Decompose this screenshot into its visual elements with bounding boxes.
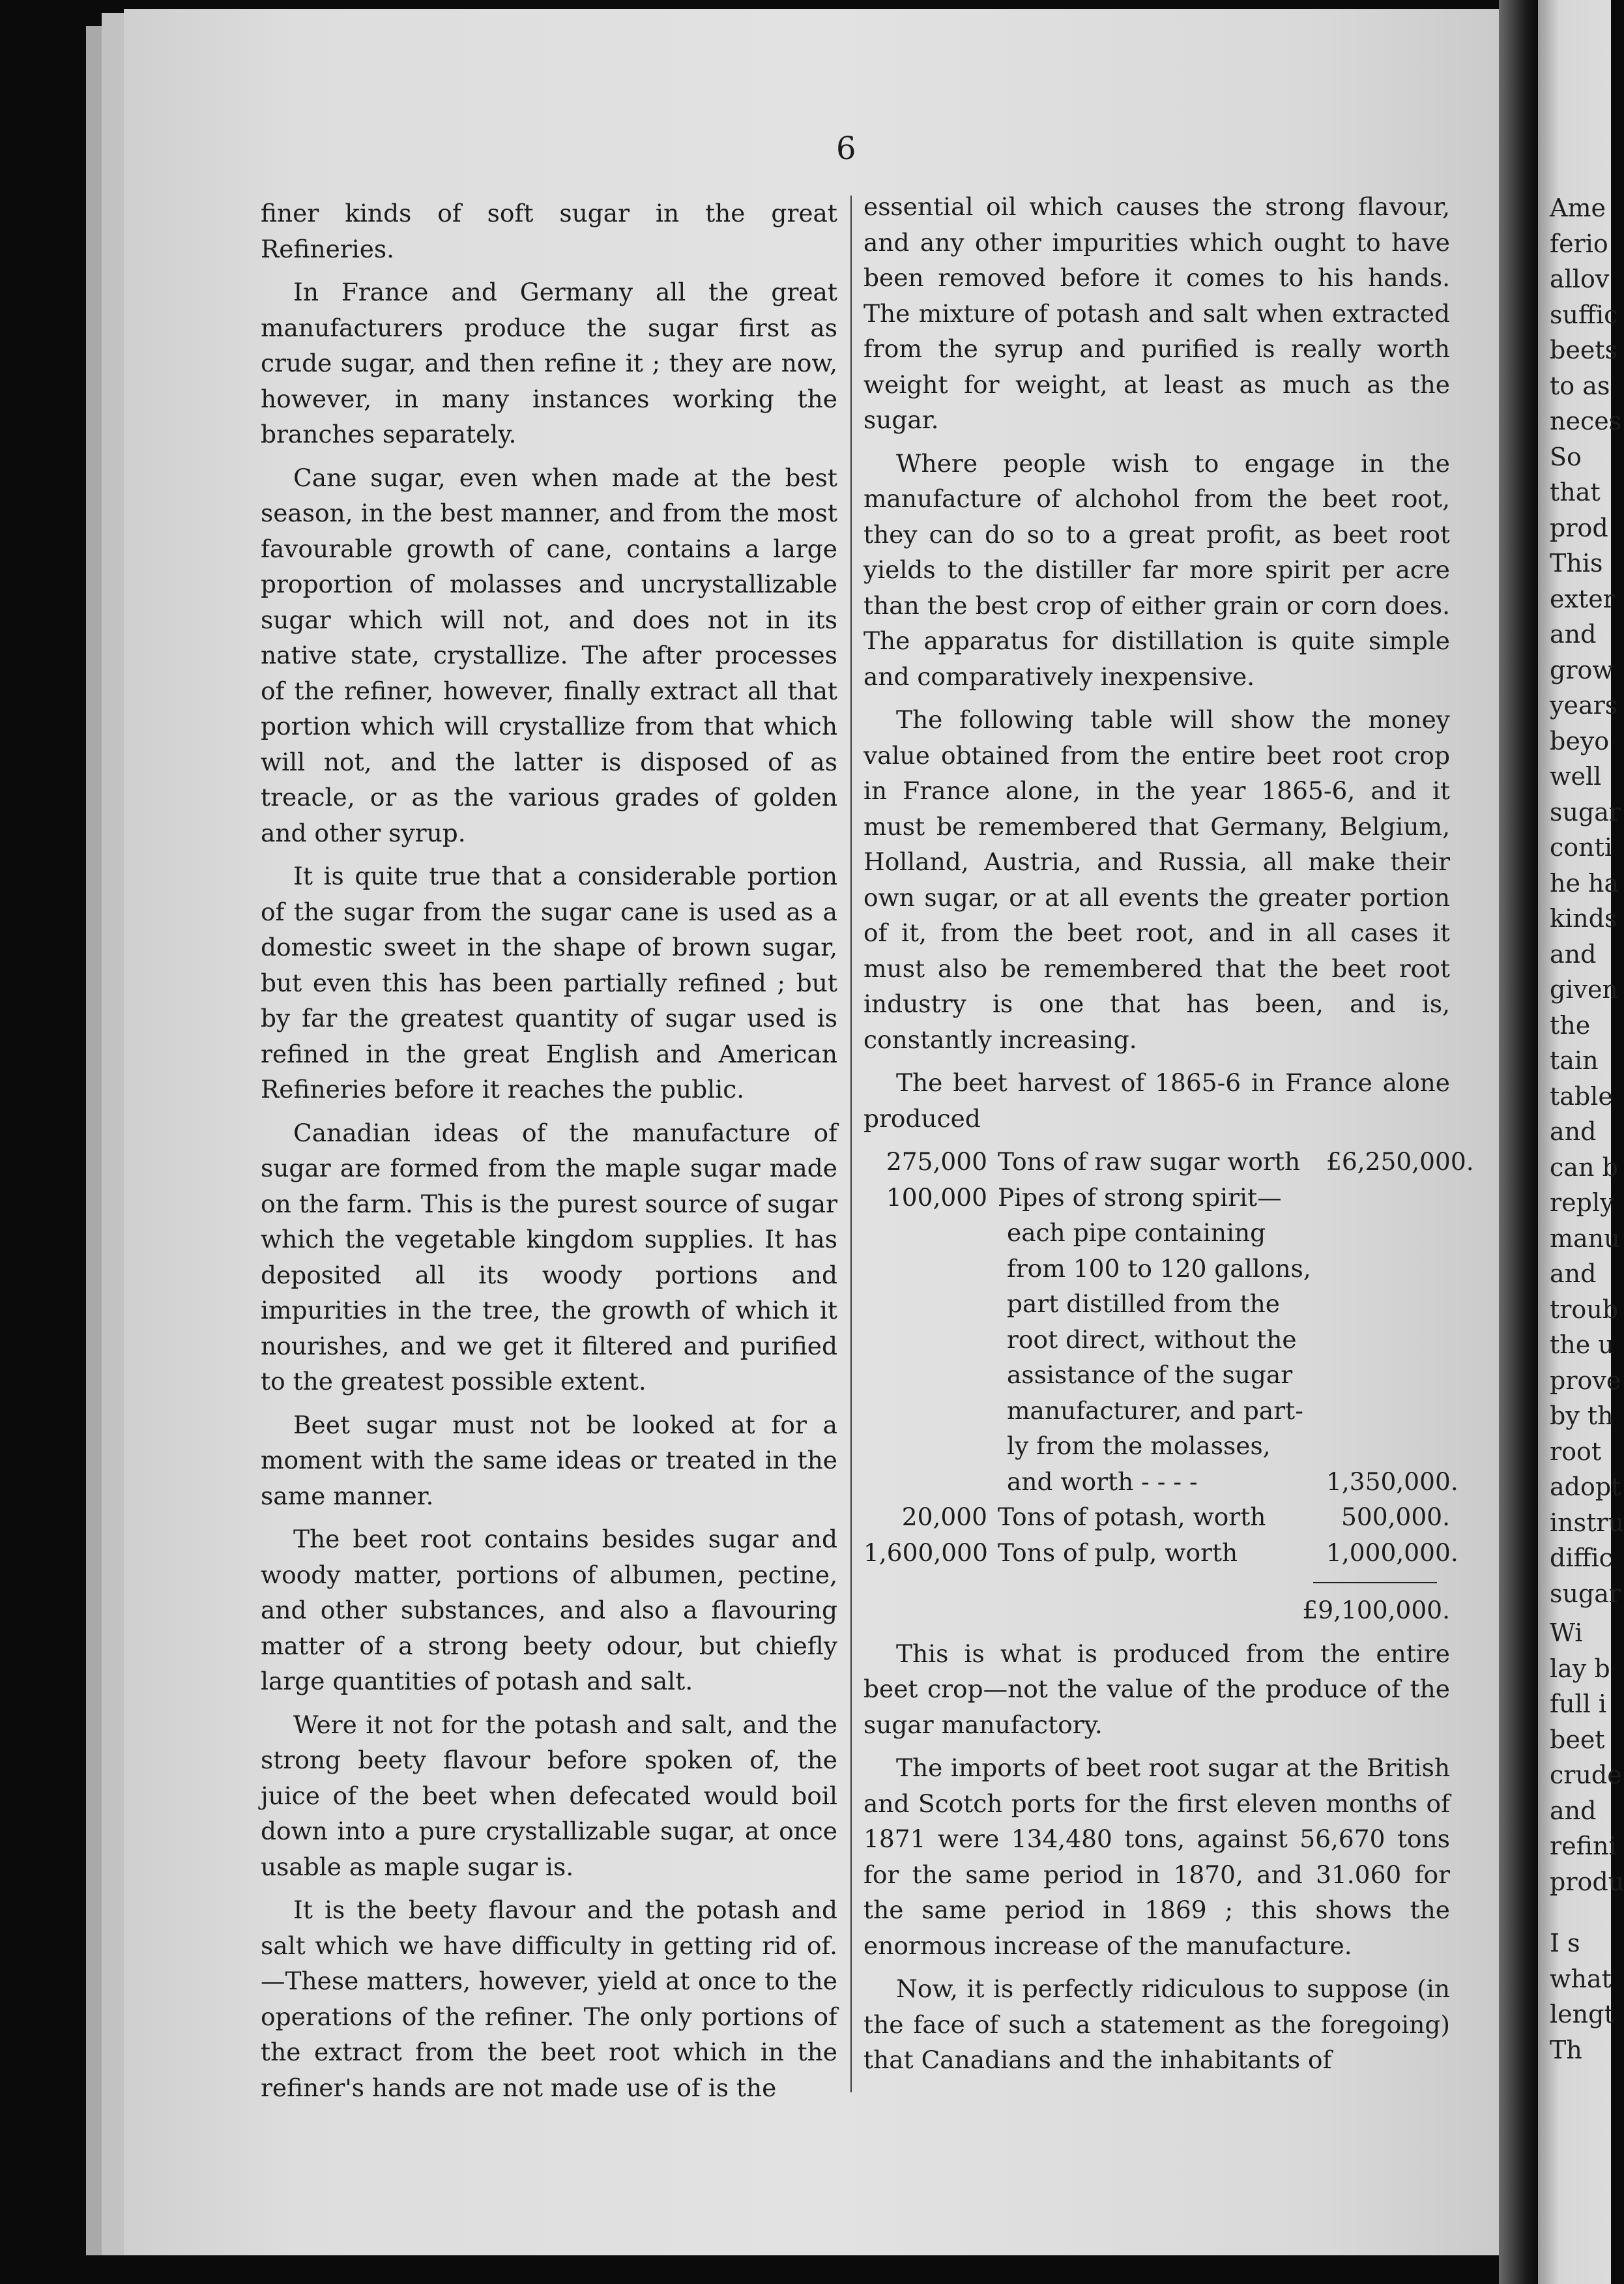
table-row (863, 1535, 1458, 1571)
next-page-line: and (1550, 620, 1597, 649)
table-desc-line: from 100 to 120 gallons, (1007, 1253, 1311, 1283)
table-desc: Tons of potash, worth (998, 1502, 1266, 1531)
table-desc: Pipes of strong spirit— (998, 1182, 1282, 1212)
paragraph: It is quite true that a considerable portion of the sugar from the sugar cane is used as a domestic sweet in the shape of brown sugar, but even this has been partially refined ; but by far the greatest quantity of sugar used is refined in the great English and American Refineries before it reaches the public. (261, 862, 837, 1104)
paragraph: This is what is produced from the entire beet crop—not the value of the produce of the sugar manufactory. (863, 1639, 1450, 1739)
next-page-line: lay b (1550, 1654, 1610, 1683)
table-row (863, 1144, 1474, 1180)
right-column-bottom (863, 1636, 1450, 2078)
paragraph: The beet root contains besides sugar and woody matter, portions of albumen, pectine, and other substances, and also a flavouring matter of a strong beety odour, but chiefly large quantities of potash and salt. (261, 1525, 837, 1695)
next-page-line: full i (1550, 1690, 1607, 1718)
table-desc-line: root direct, without the (1007, 1325, 1297, 1354)
table-value: 1,350,000. (1326, 1467, 1458, 1496)
next-page-line: and (1550, 1117, 1597, 1146)
next-page-line: sugar (1550, 1579, 1621, 1608)
next-page-line: sugar (1550, 797, 1621, 827)
next-page-fragment (1538, 0, 1624, 2284)
next-page-line: table (1550, 1081, 1613, 1111)
next-page-line: Wi (1550, 1618, 1583, 1647)
next-page-line: years (1550, 691, 1618, 720)
next-page-line: suffic (1550, 300, 1618, 329)
column-divider (850, 196, 852, 2092)
next-page-line: can b (1550, 1152, 1618, 1182)
next-page-line: produ (1550, 1867, 1624, 1896)
next-page-line: and (1550, 1796, 1597, 1825)
table-value: 1,000,000. (1326, 1538, 1458, 1567)
next-page-line: ferio (1550, 229, 1608, 258)
paragraph: Beet sugar must not be looked at for a moment with the same ideas or treated in the same manner. (261, 1410, 837, 1510)
paragraph: finer kinds of soft sugar in the great Refineries. (261, 199, 837, 263)
next-page-line: kinds (1550, 904, 1617, 933)
table-total: £9,100,000. (1302, 1596, 1450, 1624)
next-page-line: beets (1550, 336, 1618, 364)
next-page-line: beet (1550, 1725, 1605, 1754)
next-page-line: root (1550, 1437, 1602, 1466)
total-rule (1313, 1582, 1437, 1583)
next-page-line: what (1550, 1964, 1612, 1993)
paragraph: essential oil which causes the strong flavour, and any other impurities which ought to have been removed before it comes to his hands. The mixture of potash and salt when extracted from the syrup and purified is really worth weight for weight, at least as much as the sugar. (863, 192, 1450, 434)
paragraph: It is the beety flavour and the potash and salt which we have difficulty in getting rid of. —These matters, however, yield at once to the operations of the refiner. The only portions of the extract from the beet root which in the refiner's hands are not made use of is the (261, 1896, 837, 2102)
next-page-line: diffic (1550, 1544, 1613, 1572)
next-page-line: adopt (1550, 1472, 1621, 1501)
next-page-line: manu (1550, 1223, 1620, 1253)
table-row (863, 1499, 1450, 1535)
paragraph: Were it not for the potash and salt, and the strong beety flavour before spoken of, the juice of the beet when defecated would boil down into a pure crystallizable sugar, at once usable as maple sugar is. (261, 1710, 837, 1881)
next-page-line: conti (1550, 833, 1613, 862)
harvest-table (863, 1144, 1474, 1628)
next-page-line: Ame (1550, 194, 1606, 222)
next-page-line: reply (1550, 1188, 1614, 1217)
table-desc: Tons of raw sugar worth (998, 1147, 1301, 1176)
next-page-line: to as (1550, 371, 1610, 400)
next-page-line: grow (1550, 655, 1614, 684)
next-page-line: So (1550, 442, 1582, 471)
next-page-line: prod (1550, 513, 1608, 542)
table-qty: 100,000 (886, 1182, 987, 1212)
paragraph: Cane sugar, even when made at the best season, in the best manner, and from the most favourable growth of cane, contains a large proportion of molasses and uncrystallizable sugar which will not, and does not in its native state, crystallize. The after processes of the refiner, however, finally extract all that portion which will crystallize from that which will not, and the latter is disposed of as treacle, or as the various grades of golden and other syrup. (261, 463, 837, 847)
next-page-line: by th (1550, 1401, 1614, 1430)
table-qty: 1,600,000 (863, 1538, 988, 1567)
next-page-line: exter (1550, 584, 1615, 613)
table-value: 500,000. (1341, 1502, 1450, 1531)
table-desc-line: assistance of the sugar (1007, 1360, 1293, 1389)
next-page-line: neces (1550, 407, 1622, 435)
next-page-line: instru (1550, 1508, 1624, 1537)
paragraph: The beet harvest of 1865-6 in France alone produced (863, 1068, 1450, 1133)
next-page-line: refini (1550, 1832, 1617, 1860)
table-desc-line: ly from the molasses, (1007, 1431, 1271, 1460)
next-page-line: troub (1550, 1295, 1619, 1324)
next-page-line: and (1550, 939, 1597, 969)
next-page-line: prove (1550, 1366, 1621, 1395)
next-page-line: crude (1550, 1761, 1622, 1789)
table-qty: 275,000 (886, 1147, 987, 1176)
next-page-line: lengt (1550, 2000, 1614, 2028)
next-page-line: I s (1550, 1929, 1580, 1957)
paragraph: In France and Germany all the great manufacturers produce the sugar first as crude sugar, and then refine it ; they are now, however, in many instances working the branches separately. (261, 278, 837, 448)
left-column (261, 196, 837, 2113)
next-page-line: the u (1550, 1330, 1614, 1359)
table-desc-line: manufacturer, and part- (1007, 1396, 1303, 1425)
next-page-line: given (1550, 975, 1618, 1004)
next-page-line: This (1550, 549, 1603, 578)
paragraph: Canadian ideas of the manufacture of sugar are formed from the maple sugar made on the farm. This is the purest source of sugar which the vegetable kingdom supplies. It has deposited all its woody portions and impurities in the tree, the growth of which it nourishes, and we get it filtered and purified to the greatest possible extent. (261, 1118, 837, 1396)
next-page-line: that (1550, 478, 1601, 506)
table-desc-continuation (863, 1215, 1458, 1499)
paragraph: Now, it is perfectly ridiculous to suppose (in the face of such a statement as the foregoing) that Canadians and the inhabitants of (863, 1974, 1450, 2074)
table-qty: 20,000 (901, 1502, 987, 1531)
table-desc-last-line (1007, 1464, 1458, 1500)
table-desc: and worth - - - - (1007, 1467, 1198, 1496)
table-desc-line: part distilled from the (1007, 1289, 1280, 1318)
table-desc: Tons of pulp, worth (998, 1538, 1238, 1567)
table-row (863, 1180, 1450, 1216)
paragraph: Where people wish to engage in the manufacture of alchohol from the beet root, they can do so to a great profit, as beet root yields to the distiller far more spirit per acre than the best crop of either grain or corn does. The apparatus for distillation is quite simple and comparatively inexpensive. (863, 448, 1450, 691)
next-page-line: well (1550, 762, 1602, 791)
next-page-line: Th (1550, 2035, 1582, 2064)
next-page-line: he ha (1550, 868, 1619, 898)
paragraph: The following table will show the money value obtained from the entire beet root crop in France alone, in the year 1865-6, and it must be remembered that Germany, Belgium, Holland, Austria, and Russia, all make their own sugar, or at all events the greater portion of it, from the beet root, and in all cases it must also be remembered that the beet root industry is one that has been, and is, constantly increasing. (863, 705, 1450, 1054)
right-column-top (863, 189, 1450, 1136)
next-page-line: beyo (1550, 726, 1610, 755)
next-page-line: tain (1550, 1046, 1599, 1075)
paragraph: The imports of beet root sugar at the British and Scotch ports for the first eleven months of 1871 were 134,480 tons, against 56,670 tons for the same period in 1870, and 31.060 for the same period in 1869 ; this shows the enormous increase of the manufacture. (863, 1753, 1450, 1960)
right-column (863, 189, 1474, 2086)
table-value: £6,250,000. (1326, 1147, 1474, 1176)
next-page-line: and (1550, 1259, 1597, 1288)
table-desc-line: each pipe containing (1007, 1218, 1266, 1247)
next-page-line: allov (1550, 265, 1610, 293)
next-page-line: the (1550, 1010, 1591, 1040)
page-number: 6 (836, 130, 856, 167)
